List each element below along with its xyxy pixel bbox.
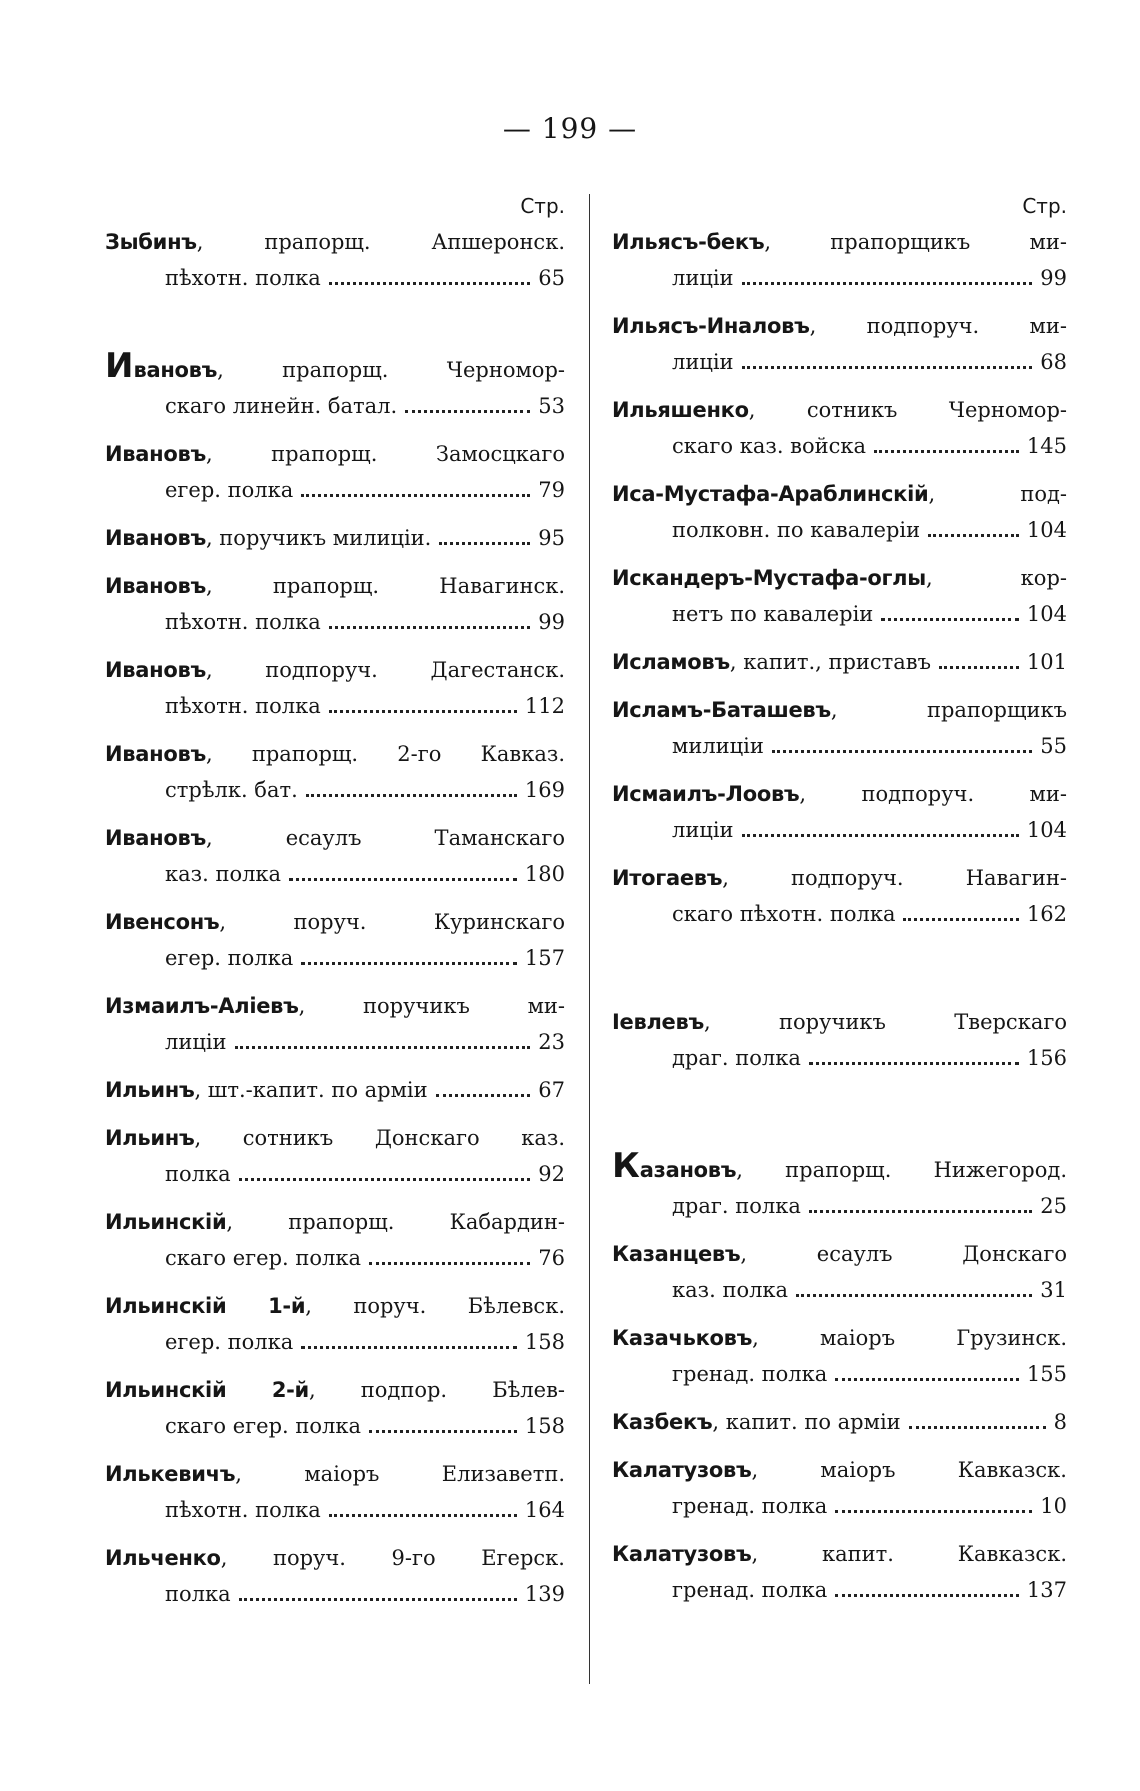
entry-description: , прапорщ. Навагинск. [205,574,565,598]
entry-line [612,308,1067,344]
entry-line [105,1204,565,1240]
entry-description: , сотникъ Донскаго каз. [194,1126,565,1150]
entry-description: , поруч. 9-го Егерск. [220,1546,565,1570]
entry-description: , поруч. Куринскаго [219,910,565,934]
entry-line-continued [612,260,1067,296]
page-reference: 164 [524,1498,565,1522]
entry-line [612,860,1067,896]
dot-leader [301,1346,517,1349]
left-column [105,194,565,1624]
entry-name: Калатузовъ [612,1542,752,1566]
page-reference: 137 [1026,1578,1067,1602]
entry-line-continued [105,1324,565,1360]
dot-leader [369,1430,517,1433]
dot-leader [881,618,1019,621]
entry-line-continued [105,1576,565,1612]
entry-line-continued [105,940,565,976]
entry-description: , прапорщикъ ми- [764,230,1067,254]
index-entry [612,1404,1067,1440]
index-entry [105,568,565,640]
index-entry [612,560,1067,632]
entry-name: Ивановъ [105,442,206,466]
page-reference: 25 [1040,1194,1067,1218]
entry-description: , прапорщикъ [830,698,1067,722]
index-entry [612,1536,1067,1608]
entry-description-cont: гренад. полка [672,1494,828,1518]
section-gap [612,1088,1067,1148]
entry-name: Ильяшенко [612,398,749,422]
entry-description: , капит., приставъ [729,650,931,674]
dot-leader [436,1094,531,1097]
entry-description-cont: пѣхотн. полка [165,266,321,290]
entry-line-continued [105,1492,565,1528]
entry-line-continued [612,812,1067,848]
entry-line [612,1404,1067,1440]
entry-line [105,820,565,856]
dot-leader [289,878,517,881]
entry-text [612,1404,901,1440]
entry-name: азановъ [639,1158,737,1182]
entry-line-continued [105,1240,565,1276]
entry-description: , подпоруч. ми- [809,314,1067,338]
entry-line [105,224,565,260]
entry-description-cont: скаго линейн. батал. [165,394,398,418]
entry-text [105,520,431,556]
entry-description: , есаулъ Донскаго [740,1242,1067,1266]
entry-description: , маіоръ Елизаветп. [235,1462,565,1486]
entry-description-cont: каз. полка [165,862,282,886]
dot-leader [235,1046,531,1049]
entry-line-continued [612,1488,1067,1524]
entry-description-cont: полковн. по кавалеріи [672,518,921,542]
entry-line [612,1320,1067,1356]
page-column-label: Стр. [520,194,565,218]
entry-description: , поручикъ милиціи. [205,526,432,550]
dot-leader [742,834,1019,837]
index-entry [105,652,565,724]
entry-description-cont: лиціи [672,266,734,290]
index-entry [612,476,1067,548]
entry-line-continued [612,728,1067,764]
entry-line-continued [105,1156,565,1192]
entry-description-cont: егер. полка [165,478,294,502]
entry-description: , прапорщ. Замосцкаго [205,442,565,466]
entry-name: Ильинъ [105,1078,195,1102]
entry-line-continued [105,856,565,892]
entry-line [612,560,1067,596]
entry-name: Ивановъ [105,742,206,766]
index-entry [612,644,1067,680]
index-entry [612,224,1067,296]
entry-description: , есаулъ Таманскаго [205,826,565,850]
page-reference: 145 [1026,434,1067,458]
index-entry [612,1148,1067,1224]
dot-leader [772,750,1032,753]
entry-description-cont: скаго пѣхотн. полка [672,902,896,926]
entry-description-cont: скаго егер. полка [165,1414,362,1438]
entry-name: Исламовъ [612,650,730,674]
index-entry [612,1236,1067,1308]
entry-name: вановъ [133,358,218,382]
entry-name: Искандеръ-Мустафа-оглы [612,566,926,590]
entry-line [105,1456,565,1492]
entry-description: , поруч. Бѣлевск. [305,1294,565,1318]
entry-name: Ильинскій 1-й [105,1294,306,1318]
dot-leader [329,626,531,629]
entry-description: , поручикъ Тверскаго [703,1010,1067,1034]
entry-description: , маіоръ Грузинск. [752,1326,1067,1350]
index-entry [105,1288,565,1360]
index-entry [105,1120,565,1192]
entry-name: Ивановъ [105,526,206,550]
entry-line [105,436,565,472]
entry-description: , прапорщ. Нижегород. [736,1158,1067,1182]
entry-line [105,1288,565,1324]
index-entry [105,904,565,976]
entry-description-cont: лиціи [672,818,734,842]
entry-description: , прапорщ. Кабардин- [226,1210,565,1234]
entry-name: Казанцевъ [612,1242,741,1266]
entry-line [105,988,565,1024]
entry-line [105,348,565,388]
entry-line [612,644,1067,680]
entry-description-cont: нетъ по кавалеріи [672,602,874,626]
entry-name: Іевлевъ [612,1010,704,1034]
entry-name: Ивановъ [105,826,206,850]
entry-name: Казачьковъ [612,1326,753,1350]
page-reference: 99 [1040,266,1067,290]
entry-line-continued [105,1408,565,1444]
entry-name: Измаилъ-Аліевъ [105,994,299,1018]
entry-line [612,1236,1067,1272]
entry-description: , маіоръ Кавказск. [751,1458,1067,1482]
entry-description-cont: полка [165,1162,231,1186]
entry-line [105,652,565,688]
page-reference: 8 [1053,1410,1067,1434]
entry-line [105,904,565,940]
page-reference: 112 [524,694,565,718]
entry-line-continued [105,604,565,640]
entry-description-cont: пѣхотн. полка [165,610,321,634]
entry-description: , кор- [925,566,1067,590]
dot-leader [369,1262,530,1265]
entry-line-continued [612,428,1067,464]
entry-description-cont: драг. полка [672,1046,801,1070]
dot-leader [405,410,530,413]
section-initial: И [105,346,134,386]
entry-name: Ивановъ [105,574,206,598]
dot-leader [239,1178,531,1181]
entry-name: Итогаевъ [612,866,723,890]
index-entry [105,1540,565,1612]
entry-description-cont: стрѣлк. бат. [165,778,298,802]
index-entry [612,1004,1067,1076]
index-entry [105,520,565,556]
entry-line [612,1148,1067,1188]
entry-line-continued [612,1356,1067,1392]
entry-line [105,1072,565,1108]
page-reference: 95 [538,526,565,550]
dot-leader [301,494,530,497]
dot-leader [874,450,1019,453]
entry-line [612,1536,1067,1572]
dot-leader [835,1594,1019,1597]
entry-name: Зыбинъ [105,230,197,254]
dot-leader [835,1510,1032,1513]
entry-line [105,736,565,772]
entry-description-cont: пѣхотн. полка [165,694,321,718]
page-number: — 199 — [502,112,638,145]
entry-name: Илькевичъ [105,1462,236,1486]
entry-line [105,520,565,556]
entry-description: , шт.-капит. по арміи [194,1078,428,1102]
entry-line-continued [105,1024,565,1060]
dot-leader [329,710,517,713]
dot-leader [928,534,1019,537]
entry-name: Казбекъ [612,1410,713,1434]
page-reference: 68 [1040,350,1067,374]
page-reference: 10 [1040,1494,1067,1518]
entry-description: , прапорщ. 2-го Кавказ. [205,742,565,766]
entry-description: , капит. Кавказск. [751,1542,1067,1566]
index-entry [105,736,565,808]
entry-description: , подпоруч. Дагестанск. [205,658,565,682]
entry-line-continued [105,472,565,508]
page-reference: 169 [524,778,565,802]
entry-description: , прапорщ. Апшеронск. [196,230,565,254]
page-reference: 158 [524,1330,565,1354]
entry-name: Исламъ-Баташевъ [612,698,831,722]
page-reference: 53 [538,394,565,418]
entry-description-cont: гренад. полка [672,1362,828,1386]
page-reference: 180 [524,862,565,886]
page-reference: 157 [524,946,565,970]
entry-line-continued [105,388,565,424]
page-column-label: Стр. [1022,194,1067,218]
entry-description: , подпоруч. ми- [799,782,1067,806]
page-reference: 67 [538,1078,565,1102]
page-reference: 139 [524,1582,565,1606]
entry-description: , поручикъ ми- [298,994,565,1018]
entry-line [612,224,1067,260]
right-column [612,194,1067,1620]
entry-name: Исмаилъ-Лоовъ [612,782,800,806]
page-reference: 162 [1026,902,1067,926]
entry-description: , подпор. Бѣлев- [308,1378,565,1402]
dot-leader [301,962,517,965]
entry-description-cont: скаго егер. полка [165,1246,362,1270]
dot-leader [439,542,530,545]
section-gap [105,308,565,348]
page-reference: 158 [524,1414,565,1438]
entry-description-cont: скаго каз. войска [672,434,867,458]
entry-line-continued [612,1272,1067,1308]
page-reference: 101 [1026,650,1067,674]
index-entry [105,436,565,508]
entry-line [105,1372,565,1408]
entry-line-continued [612,1188,1067,1224]
right-entries [612,224,1067,1608]
entry-line [612,1004,1067,1040]
section-gap [612,944,1067,1004]
page-reference: 23 [538,1030,565,1054]
page-reference: 92 [538,1162,565,1186]
page-reference: 104 [1026,518,1067,542]
entry-line-continued [105,772,565,808]
entry-name: Ивенсонъ [105,910,220,934]
dot-leader [939,666,1019,669]
index-entry [105,1456,565,1528]
dot-leader [742,282,1033,285]
entry-description-cont: милиціи [672,734,764,758]
dot-leader [809,1210,1032,1213]
entry-line-continued [612,512,1067,548]
index-entry [105,1072,565,1108]
index-entry [105,988,565,1060]
entry-line [105,1120,565,1156]
entry-description: , прапорщ. Черномор- [217,358,565,382]
entry-description: , сотникъ Черномор- [748,398,1067,422]
entry-description-cont: егер. полка [165,1330,294,1354]
column-divider [589,194,590,1684]
left-entries [105,224,565,1612]
index-entry [105,820,565,892]
entry-line-continued [105,688,565,724]
entry-name: Ильинскій 2-й [105,1378,309,1402]
page-reference: 31 [1040,1278,1067,1302]
dot-leader [909,1426,1046,1429]
dot-leader [903,918,1018,921]
index-entry [105,348,565,424]
dot-leader [742,366,1033,369]
entry-line-continued [612,596,1067,632]
entry-description-cont: драг. полка [672,1194,801,1218]
index-entry [105,1372,565,1444]
page-reference: 65 [538,266,565,290]
entry-name: Ильинскій [105,1210,227,1234]
dot-leader [239,1598,517,1601]
index-entry [612,1320,1067,1392]
index-entry [612,392,1067,464]
section-initial: К [612,1146,640,1186]
page-reference: 99 [538,610,565,634]
entry-description-cont: гренад. полка [672,1578,828,1602]
entry-description-cont: каз. полка [672,1278,789,1302]
entry-line-continued [612,1572,1067,1608]
entry-line-continued [612,1040,1067,1076]
index-entry [612,776,1067,848]
index-entry [612,1452,1067,1524]
dot-leader [835,1378,1019,1381]
entry-line-continued [612,344,1067,380]
index-entry [105,1204,565,1276]
entry-name: Ильченко [105,1546,221,1570]
dot-leader [329,282,531,285]
entry-line [612,692,1067,728]
dot-leader [306,794,517,797]
index-entry [612,860,1067,932]
page-reference: 55 [1040,734,1067,758]
entry-line [612,392,1067,428]
page-reference: 156 [1026,1046,1067,1070]
page-reference: 104 [1026,818,1067,842]
entry-description-cont: пѣхотн. полка [165,1498,321,1522]
entry-name: Ильясъ-бекъ [612,230,765,254]
entry-text [105,1072,428,1108]
dot-leader [329,1514,517,1517]
entry-name: Ивановъ [105,658,206,682]
entry-line [612,476,1067,512]
entry-description-cont: егер. полка [165,946,294,970]
entry-name: Иса-Мустафа-Араблинскій [612,482,929,506]
entry-name: Ильинъ [105,1126,195,1150]
page-reference: 76 [538,1246,565,1270]
entry-line-continued [612,896,1067,932]
index-entry [105,224,565,296]
entry-description: , подпоруч. Навагин- [722,866,1067,890]
dot-leader [796,1294,1032,1297]
entry-description-cont: лиціи [165,1030,227,1054]
index-entry [612,692,1067,764]
page-reference: 104 [1026,602,1067,626]
entry-description-cont: лиціи [672,350,734,374]
entry-description: , под- [928,482,1067,506]
index-entry [612,308,1067,380]
entry-name: Калатузовъ [612,1458,752,1482]
entry-name: Ильясъ-Иналовъ [612,314,810,338]
entry-line [105,568,565,604]
entry-description: , капит. по арміи [712,1410,901,1434]
entry-line [612,1452,1067,1488]
entry-text [612,644,931,680]
dot-leader [809,1062,1019,1065]
entry-line [612,776,1067,812]
entry-line [105,1540,565,1576]
page-reference: 155 [1026,1362,1067,1386]
entry-description-cont: полка [165,1582,231,1606]
page-reference: 79 [538,478,565,502]
entry-line-continued [105,260,565,296]
